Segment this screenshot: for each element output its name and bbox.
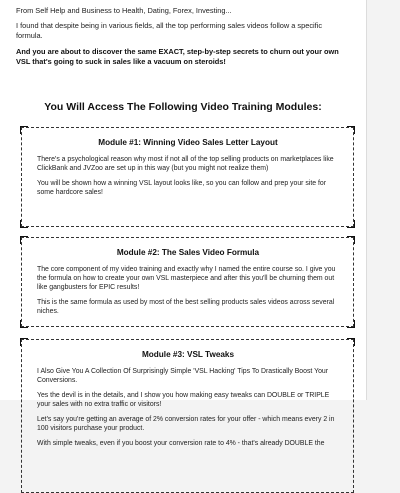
module-1-paragraph: You will be shown how a winning VSL layout looks like, so you can follow and prep your site for some hardcore sales! xyxy=(37,180,327,196)
intro-line-2: I found that despite being in various fields, all the top performing sales videos follow a specific formula. xyxy=(16,21,323,40)
corner-mark xyxy=(20,320,28,328)
module-1-paragraph: There's a psychological reason why most if not all of the top selling products on marketplaces like ClickBank and JVZoo are set up in this way (but you might not realize them) xyxy=(37,156,334,172)
module-3-paragraph: Let's say you're getting an average of 2% conversion rates for your offer - which means every 2 in 100 visitors purchase your product. xyxy=(37,416,335,432)
module-3-box xyxy=(21,339,354,493)
corner-mark xyxy=(20,338,28,346)
modules-heading: You Will Access The Following Video Training Modules: xyxy=(44,101,322,113)
corner-mark xyxy=(347,338,355,346)
intro-section xyxy=(0,0,366,67)
corner-mark xyxy=(20,126,28,134)
intro-line-3: And you are about to discover the same EXACT, step-by-step secrets to churn out your own VSL that's going to suck in sales like a vacuum on steroids! xyxy=(16,47,339,66)
corner-mark xyxy=(20,220,28,228)
module-2-title: Module #2: The Sales Video Formula xyxy=(116,248,260,257)
module-3-paragraph: I Also Give You A Collection Of Surprisingly Simple 'VSL Hacking' Tips To Drastically Boost Your Conversions. xyxy=(37,368,329,384)
module-2-paragraph: The core component of my video training and exactly why I named the entire course so. I give you the formula on how to create your own VSL masterpiece and after this you'll be churning them out like gangbusters for EPIC results! xyxy=(37,266,336,291)
corner-mark xyxy=(347,236,355,244)
module-2-box xyxy=(21,237,354,327)
corner-mark xyxy=(347,320,355,328)
corner-mark xyxy=(347,220,355,228)
module-1-box xyxy=(21,127,354,227)
module-3-title: Module #3: VSL Tweaks xyxy=(141,350,235,359)
module-2-paragraph: This is the same formula as used by most of the best selling products sales videos across several niches. xyxy=(37,299,335,315)
corner-mark xyxy=(347,126,355,134)
module-1-title: Module #1: Winning Video Sales Letter Layout xyxy=(98,138,278,147)
module-3-paragraph: With simple tweaks, even if you boost your conversion rate to 4% - that's already DOUBLE the xyxy=(37,440,325,447)
intro-line-1: From Self Help and Business to Health, Dating, Forex, Investing... xyxy=(16,6,232,15)
module-3-paragraph: Yes the devil is in the details, and I show you how making easy tweaks can DOUBLE or TRIPLE your sales with no extra traffic or visitors! xyxy=(37,392,330,408)
corner-mark xyxy=(20,236,28,244)
